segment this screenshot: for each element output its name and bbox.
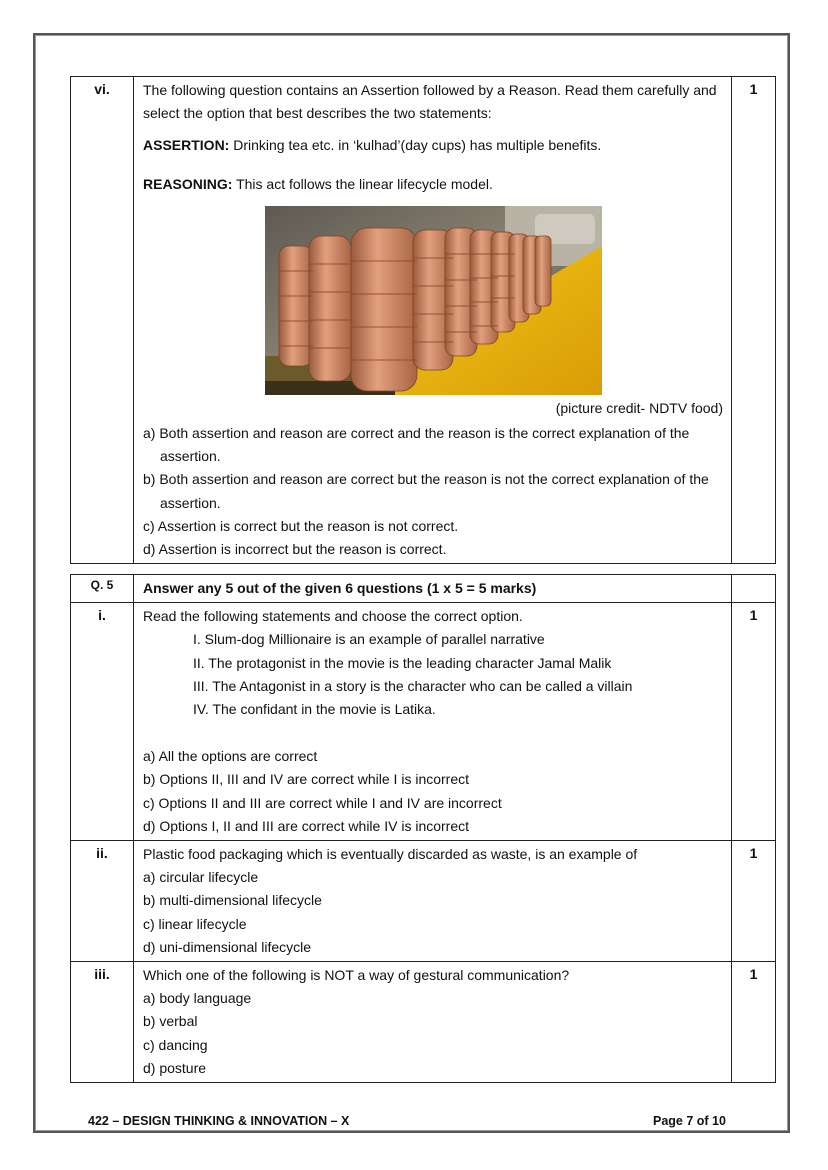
reasoning <box>143 173 723 196</box>
q5-ii-option-b: b) multi-dimensional lifecycle <box>143 892 322 909</box>
q5-iii-marks: 1 <box>732 962 776 1083</box>
q5-i-statement: IV. The confidant in the movie is Latika. <box>193 701 436 718</box>
q5-iii-option-a: a) body language <box>143 990 252 1007</box>
footer-subject: 422 – DESIGN THINKING & INNOVATION – X <box>88 1114 350 1128</box>
q5-i-statement: III. The Antagonist in a story is the character who can be called a villain <box>193 677 633 694</box>
option-b: b) Both assertion and reason are correct but the reason is not the correct explanation of the assertion. <box>143 471 709 511</box>
question-body <box>134 77 732 564</box>
q5-ii-option-a: a) circular lifecycle <box>143 869 259 886</box>
q5-i-option-c: c) Options II and III are correct while I and IV are incorrect <box>143 794 502 811</box>
q5-heading: Answer any 5 out of the given 6 questions (1 x 5 = 5 marks) <box>134 575 732 603</box>
q5-i-option-a: a) All the options are correct <box>143 748 318 765</box>
kulhad-photo-wrap <box>143 206 723 395</box>
q5-iii-stem: Which one of the following is NOT a way of gestural communication? <box>143 967 570 984</box>
question-marks: 1 <box>732 77 776 564</box>
q5-i-body <box>134 603 732 841</box>
q5-marks-empty <box>732 575 776 603</box>
q5-ii-stem: Plastic food packaging which is eventually discarded as waste, is an example of <box>143 846 638 863</box>
q5-i-statement: I. Slum-dog Millionaire is an example of parallel narrative <box>193 631 545 648</box>
assertion-text: Drinking tea etc. in ‘kulhad’(day cups) has multiple benefits. <box>233 137 602 154</box>
q5-iii-number: iii. <box>71 962 134 1083</box>
reasoning-text: This act follows the linear lifecycle model. <box>236 175 493 192</box>
q5-ii-marks: 1 <box>732 841 776 962</box>
kulhad-cups-photo <box>265 206 602 395</box>
question-number: vi. <box>71 77 134 564</box>
q5-i-option-b: b) Options II, III and IV are correct while I is incorrect <box>143 771 470 788</box>
reasoning-label: REASONING: <box>143 175 233 192</box>
q5-ii-option-c: c) linear lifecycle <box>143 915 247 932</box>
q5-iii-option-d: d) posture <box>143 1059 207 1076</box>
q5-i-option-d: d) Options I, II and III are correct while IV is incorrect <box>143 817 470 834</box>
q5-ii-body <box>134 841 732 962</box>
option-a: a) Both assertion and reason are correct and the reason is the correct explanation of the assertion. <box>143 425 690 465</box>
assertion <box>143 134 723 157</box>
q5-ii-option-d: d) uni-dimensional lifecycle <box>143 938 312 955</box>
question-intro: The following question contains an Assertion followed by a Reason. Read them carefully and select the option that best describes the two statements: <box>143 82 717 122</box>
q5-ii-number: ii. <box>71 841 134 962</box>
q5-iii-option-c: c) dancing <box>143 1036 208 1053</box>
question-5-table <box>70 574 776 1083</box>
q5-iii-body <box>134 962 732 1083</box>
question-vi-table <box>70 76 776 564</box>
q5-i-number: i. <box>71 603 134 841</box>
photo-credit: (picture credit- NDTV food) <box>555 399 723 416</box>
q5-number: Q. 5 <box>71 575 134 603</box>
q5-i-statement: II. The protagonist in the movie is the leading character Jamal Malik <box>193 654 612 671</box>
q5-i-marks: 1 <box>732 603 776 841</box>
option-c: c) Assertion is correct but the reason is not correct. <box>143 517 459 534</box>
option-d: d) Assertion is incorrect but the reason is correct. <box>143 541 447 558</box>
assertion-label: ASSERTION: <box>143 137 230 154</box>
footer-page-number: Page 7 of 10 <box>653 1114 726 1128</box>
q5-i-stem: Read the following statements and choose the correct option. <box>143 608 523 625</box>
q5-iii-option-b: b) verbal <box>143 1013 198 1030</box>
